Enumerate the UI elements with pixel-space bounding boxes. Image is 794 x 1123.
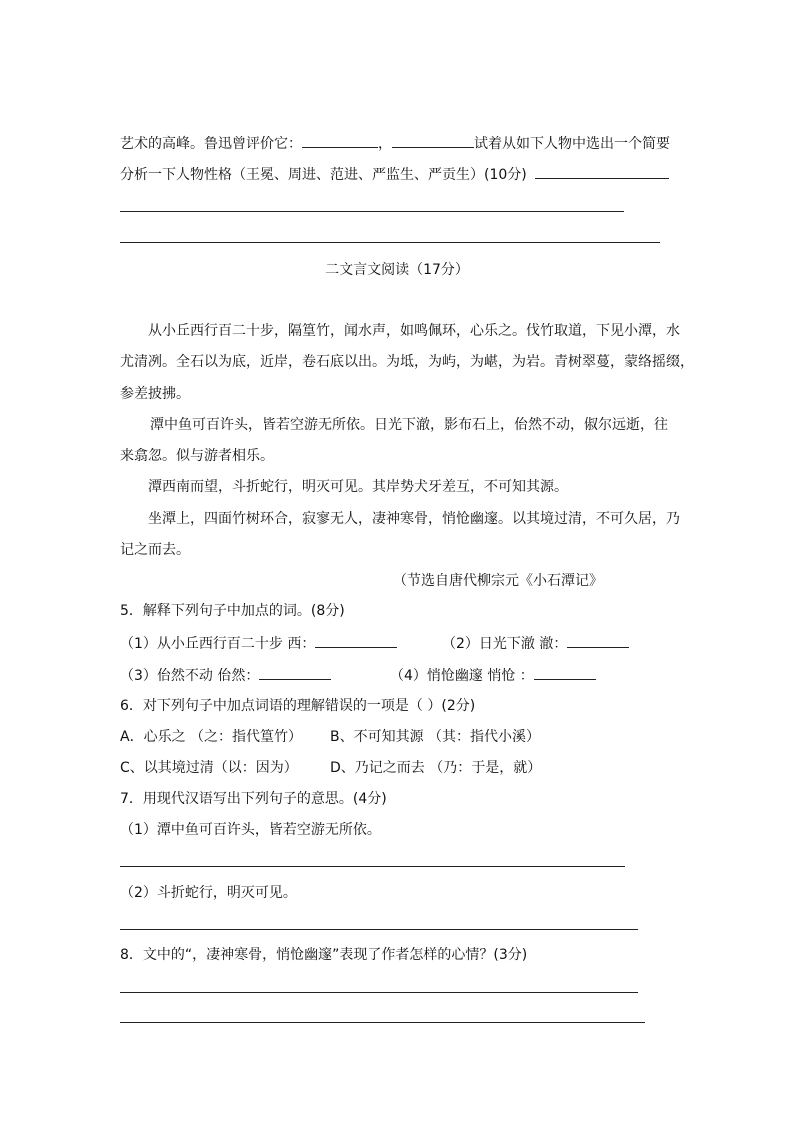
answer-blank[interactable] — [315, 633, 397, 648]
intro-text-b: 试着从如下人物中选出一个简要 — [474, 136, 670, 152]
answer-blank[interactable] — [392, 133, 474, 148]
question-7-stem: 7．用现代汉语写出下列句子的意思。(4分) — [120, 791, 387, 807]
passage-line: 来翕忽。似与游者相乐。 — [120, 448, 274, 464]
question-5-item-4: （4）悄怆幽邃 悄怆 ： — [390, 665, 596, 686]
question-6-option-c[interactable]: C、以其境过清（以：因为） — [120, 760, 298, 776]
question-6-stem: 6．对下列句子中加点词语的理解错误的一项是（ ）(2分) — [120, 698, 476, 714]
question-6-option-a[interactable]: A．心乐之 （之：指代篁竹） — [120, 729, 303, 745]
question-6-option-b[interactable]: B、不可知其源 （其：指代小溪） — [330, 729, 541, 745]
passage-line: 尤清冽。全石以为底，近岸，卷石底以出。为坻，为屿，为嵁，为岩。青树翠蔓，蒙络摇缀， — [120, 354, 694, 370]
question-5-item-3: （3）佁然不动 佁然： — [120, 665, 331, 686]
answer-line[interactable] — [120, 1022, 645, 1023]
passage-line: 潭中鱼可百许头，皆若空游无所依。日光下澈，影布石上，佁然不动，俶尔远逝，往 — [150, 417, 668, 433]
answer-blank[interactable] — [567, 633, 629, 648]
passage-source: （节选自唐代柳宗元《小石潭记》 — [393, 573, 603, 589]
question-8-stem: 8．文中的“，凄神寒骨，悄怆幽邃”表现了作者怎样的心情？(3分) — [120, 947, 528, 963]
answer-blank[interactable] — [534, 665, 596, 680]
passage-line: 参差披拂。 — [120, 386, 190, 402]
question-5-stem: 5．解释下列句子中加点的词。(8分) — [120, 603, 345, 619]
intro-line-2 — [120, 164, 669, 185]
intro-text-2: 分析一下人物性格（王冕、周进、范进、严监生、严贡生）(10分) — [120, 167, 527, 183]
answer-line[interactable] — [120, 866, 625, 867]
passage-line: 潭西南而望，斗折蛇行，明灭可见。其岸势犬牙差互，不可知其源。 — [148, 479, 568, 495]
passage-line: 坐潭上，四面竹树环合，寂寥无人，凄神寒骨，悄怆幽邃。以其境过清，不可久居，乃 — [148, 511, 680, 527]
answer-blank[interactable] — [535, 164, 669, 179]
passage-line: 记之而去。 — [120, 542, 190, 558]
question-6-option-d[interactable]: D、乃记之而去 （乃：于是，就） — [330, 760, 542, 776]
intro-text-a: 艺术的高峰。鲁迅曾评价它： — [120, 136, 302, 152]
section-title: 二文言文阅读（17分） — [325, 262, 469, 278]
passage-line: 从小丘西行百二十步，隔篁竹，闻水声，如鸣佩环，心乐之。伐竹取道，下见小潭，水 — [148, 323, 680, 339]
answer-blank[interactable] — [259, 665, 331, 680]
question-7-item-1: （1）潭中鱼可百许头，皆若空游无所依。 — [120, 822, 381, 838]
answer-line[interactable] — [120, 211, 624, 212]
intro-comma: ， — [378, 136, 392, 152]
question-7-item-2: （2）斗折蛇行，明灭可见。 — [120, 885, 297, 901]
question-5-item-2: （2）日光下澈 澈： — [442, 633, 629, 654]
question-5-item-1: （1）从小丘西行百二十步 西： — [120, 633, 397, 654]
answer-line[interactable] — [120, 992, 638, 993]
intro-line-1 — [120, 133, 670, 154]
answer-line[interactable] — [120, 929, 638, 930]
answer-line[interactable] — [120, 242, 660, 243]
answer-blank[interactable] — [302, 133, 378, 148]
